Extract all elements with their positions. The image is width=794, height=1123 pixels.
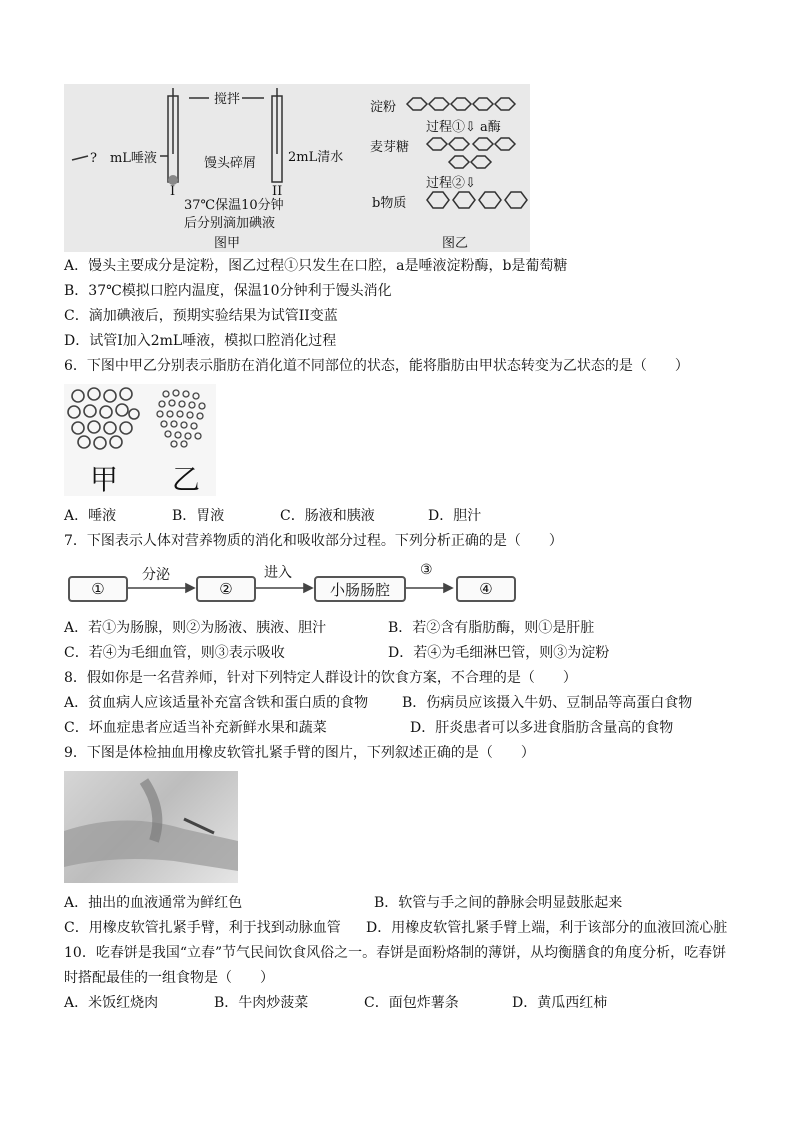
q5-option-a: A．馒头主要成分是淀粉，图乙过程①只发生在口腔，a是唾液淀粉酶，b是葡萄糖 — [64, 258, 568, 274]
q8-option-a: A．贫血病人应该适量补充富含铁和蛋白质的食物 — [64, 695, 369, 711]
q7-option-c: C．若④为毛细血管，则③表示吸收 — [64, 645, 285, 661]
flow-arrow-secrete: 分泌 — [142, 567, 170, 583]
q5-option-c: C．滴加碘液后，预期实验结果为试管II变蓝 — [64, 308, 338, 324]
bread-label: 馒头碎屑 — [204, 156, 257, 171]
q10-option-b: B．牛肉炒菠菜 — [214, 995, 309, 1011]
maltose-label: 麦芽糖 — [370, 140, 410, 155]
process-1-label: 过程①⇩ a酶 — [426, 120, 501, 135]
stir-label: 搅拌 — [214, 92, 241, 107]
q6-option-b: B．胃液 — [172, 508, 225, 524]
flow-box-2: ② — [196, 576, 256, 602]
q6-stem: 6．下图中甲乙分别表示脂肪在消化道不同部位的状态，能将脂肪由甲状态转变为乙状态的是（ ） — [64, 358, 689, 374]
saliva-label: ? mL唾液 — [90, 151, 157, 166]
q8-option-d: D．肝炎患者可以多进食脂肪含量高的食物 — [410, 720, 674, 736]
tube-2-label: II — [272, 184, 283, 199]
q5-option-b: B．37℃模拟口腔内温度，保温10分钟利于馒头消化 — [64, 283, 392, 299]
fat-state-figure — [64, 384, 216, 496]
q7-option-a: A．若①为肠腺，则②为肠液、胰液、胆汁 — [64, 620, 327, 636]
condition-line-1: 37℃保温10分钟 — [184, 198, 284, 213]
q6-option-c: C．肠液和胰液 — [280, 508, 375, 524]
q8-stem: 8．假如你是一名营养师，针对下列特定人群设计的饮食方案，不合理的是（ ） — [64, 670, 577, 686]
blood-draw-photo — [64, 771, 238, 883]
q10-option-a: A．米饭红烧肉 — [64, 995, 159, 1011]
q9-stem: 9．下图是体检抽血用橡皮软管扎紧手臂的图片，下列叙述正确的是（ ） — [64, 745, 535, 761]
q7-stem: 7．下图表示人体对营养物质的消化和吸收部分过程。下列分析正确的是（ ） — [64, 533, 563, 549]
fig-yi-label: 乙 — [172, 463, 201, 496]
q9-option-c: C．用橡皮软管扎紧手臂，利于找到动脉血管 — [64, 920, 341, 936]
substance-b-label: b物质 — [372, 196, 407, 211]
figure-jia-caption: 图甲 — [214, 236, 241, 251]
condition-line-2: 后分别滴加碘液 — [184, 216, 276, 231]
q10-stem-line-1: 10．吃春饼是我国“立春”节气民间饮食风俗之一。春饼是面粉烙制的薄饼，从均衡膳食的角度分析，吃春饼 — [64, 945, 727, 961]
q10-stem-line-2: 时搭配最佳的一组食物是（ ） — [64, 970, 274, 986]
q6-option-d: D．胆汁 — [428, 508, 482, 524]
water-label: 2mL清水 — [288, 150, 344, 165]
tube-1-label: I — [170, 184, 176, 199]
process-2-label: 过程②⇩ — [426, 176, 476, 191]
digestion-flow-diagram — [64, 562, 520, 602]
q9-option-b: B．软管与手之间的静脉会明显鼓胀起来 — [374, 895, 623, 911]
arm-tourniquet-sketch — [64, 771, 238, 883]
starch-label: 淀粉 — [370, 100, 397, 115]
q10-option-c: C．面包炸薯条 — [364, 995, 459, 1011]
q10-option-d: D．黄瓜西红柿 — [512, 995, 608, 1011]
fig-jia-label: 甲 — [90, 463, 119, 496]
q6-option-a: A．唾液 — [64, 508, 117, 524]
flow-arrows — [64, 562, 520, 602]
figure-yi-caption: 图乙 — [442, 236, 469, 251]
q5-option-d: D．试管I加入2mL唾液，模拟口腔消化过程 — [64, 333, 337, 349]
q8-option-c: C．坏血症患者应适当补充新鲜水果和蔬菜 — [64, 720, 327, 736]
q7-option-b: B．若②含有脂肪酶，则①是肝脏 — [388, 620, 595, 636]
experiment-diagram — [64, 84, 530, 252]
flow-arrow-3: ③ — [420, 562, 433, 578]
flow-arrow-enter: 进入 — [264, 565, 292, 581]
q7-option-d: D．若④为毛细淋巴管，则③为淀粉 — [388, 645, 610, 661]
flow-box-4: ④ — [456, 576, 516, 602]
experiment-figure — [64, 84, 530, 252]
flow-box-3: 小肠肠腔 — [314, 576, 406, 602]
q8-option-b: B．伤病员应该摄入牛奶、豆制品等高蛋白食物 — [402, 695, 693, 711]
q9-option-a: A．抽出的血液通常为鲜红色 — [64, 895, 243, 911]
flow-box-1: ① — [68, 576, 128, 602]
q9-option-d: D．用橡皮软管扎紧手臂上端，利于该部分的血液回流心脏 — [366, 920, 728, 936]
